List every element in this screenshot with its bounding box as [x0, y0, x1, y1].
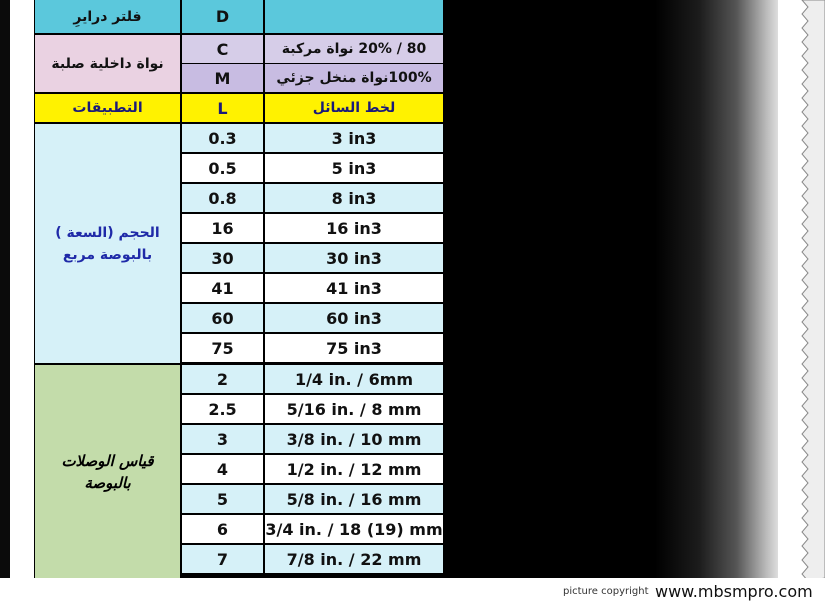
volume-row-desc-cell: 16 in3	[265, 214, 443, 242]
code-m: M	[182, 64, 263, 92]
fitting-row-desc-cell: 5/16 in. / 8 mm	[265, 395, 443, 423]
volume-row-desc-cell: 60 in3	[265, 304, 443, 332]
left-black-strip	[0, 0, 10, 578]
volume-label-line2: بالبوصة مربع	[62, 246, 153, 263]
fitting-row-desc-cell: 1/2 in. / 12 mm	[265, 455, 443, 483]
fitting-row-code-cell: 3	[182, 425, 263, 453]
fitting-row-desc-cell: 3/4 in. / 18 (19) mm	[265, 515, 443, 543]
volume-row-code-cell: 60	[182, 304, 263, 332]
volume-row-desc-cell: 75 in3	[265, 334, 443, 362]
dark-background-panel	[444, 0, 784, 578]
volume-row-desc-cell: 30 in3	[265, 244, 443, 272]
fitting-row-desc-cell: 5/8 in. / 16 mm	[265, 485, 443, 513]
picture-copyright-text: picture copyright	[563, 586, 649, 597]
fitting-row-desc-cell: 1/4 in. / 6mm	[265, 365, 443, 393]
volume-row-desc-cell: 41 in3	[265, 274, 443, 302]
torn-paper-edge	[778, 0, 825, 578]
website-url: www.mbsmpro.com	[655, 582, 813, 601]
fitting-label-line2: بالبوصة	[84, 473, 131, 492]
fitting-row-code-cell: 6	[182, 515, 263, 543]
fitting-row-desc-cell: 3/8 in. / 10 mm	[265, 425, 443, 453]
desc-m: 100%نواة منخل جزئي	[265, 64, 443, 92]
volume-row-code-cell: 16	[182, 214, 263, 242]
code-l-header: L	[182, 94, 263, 122]
volume-row-desc-cell: 5 in3	[265, 154, 443, 182]
fitting-row-code-cell: 4	[182, 455, 263, 483]
volume-row-code-cell: 41	[182, 274, 263, 302]
fitting-row-code-cell: 7	[182, 545, 263, 573]
volume-section-label	[35, 124, 180, 363]
desc-c: 80 / 20% نواة مركبة	[265, 35, 443, 63]
volume-row-code-cell: 30	[182, 244, 263, 272]
applications-header: التطبيقات	[35, 94, 180, 122]
drier-filter-label: فلتر درايرِ	[35, 0, 180, 33]
fitting-size-section-label	[35, 365, 180, 578]
code-d: D	[182, 0, 263, 33]
volume-label-line1: الحجم (السعة )	[55, 224, 160, 241]
fitting-row-desc-cell: 7/8 in. / 22 mm	[265, 545, 443, 573]
volume-row-code-cell: 0.8	[182, 184, 263, 212]
fitting-row-code-cell: 5	[182, 485, 263, 513]
volume-row-desc-cell: 8 in3	[265, 184, 443, 212]
desc-d	[265, 0, 443, 33]
filter-drier-table	[34, 0, 444, 578]
solid-core-label: نواة داخلية صلبة	[35, 35, 180, 92]
volume-row-code-cell: 75	[182, 334, 263, 362]
fitting-label-line1: قياس الوصلات	[61, 451, 154, 470]
volume-row-code-cell: 0.5	[182, 154, 263, 182]
volume-row-desc-cell: 3 in3	[265, 124, 443, 152]
volume-row-code-cell: 0.3	[182, 124, 263, 152]
fitting-row-code-cell: 2.5	[182, 395, 263, 423]
liquid-line-header: لخط السائل	[265, 94, 443, 122]
code-c: C	[182, 35, 263, 63]
fitting-row-code-cell: 2	[182, 365, 263, 393]
